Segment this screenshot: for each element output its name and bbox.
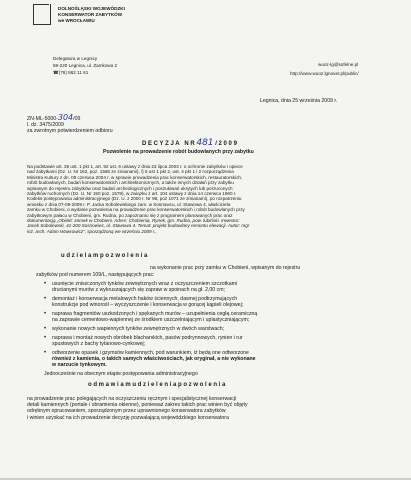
intro-line: wpisanym do rejestru zabytków oraz badań archeologicznych i poszukiwań ukrytych lub porzuconych xyxy=(27,185,233,191)
final-line: detali kamiennych (portale i obramienia okienne), ponieważ zakres takich prac winien być objęty xyxy=(27,402,248,409)
intro-line: wniosku z dnia 07-09-2009 r. P. Jacka Sobolewskiego zam. w Sosnowcu, ul. Stawowa 4, właściciela xyxy=(27,201,231,207)
intro-line: nad zabytkami (Dz. U. Nr 162, poz. 1568 ze zmianami), § 6 ust 1 pkt 2, ust. 4 pkt 1 i 2 rozporządzenia xyxy=(27,169,234,175)
final-line: i winien uzyskać na ich prowadzenie decyzję pozwalającą wojewódzkiego konserwatora xyxy=(27,414,229,421)
bullet-marker: • xyxy=(44,350,47,356)
bullet-marker: • xyxy=(44,311,47,317)
works-item-1 xyxy=(52,281,237,293)
works-item-6 xyxy=(52,350,256,369)
intro-line: Ministra Kultury z dn. 09 czerwca 2004 r. w sprawie prowadzenia prac konserwatorskich, restauratorskich, xyxy=(27,174,243,180)
works-item-2 xyxy=(52,296,243,308)
scope-line-1: na wykonanie prac przy zamku w Chobieni, wpisanym do rejestru xyxy=(150,265,301,271)
decision-subtitle: Pozwolenie na prowadzenie robót budowlanych przy zabytku xyxy=(103,149,254,155)
works-item-line: demontaż i konserwacja metalowych haków ściennych, dawnej podtrzymujących xyxy=(52,296,238,302)
bullet-marker: • xyxy=(44,281,47,287)
bullet-marker: • xyxy=(44,326,47,332)
reference-suffix: /09 xyxy=(73,116,81,122)
intro-line: robót budowlanych, badań konserwatorskich i architektonicznych, a także innych działań przy zabytku xyxy=(27,180,234,186)
legal-basis-paragraph xyxy=(27,164,387,234)
works-item-line: na zaprawie cementowo-wapiennej ze środkiem uszczelniającym i uplastyczniającym; xyxy=(52,317,250,324)
works-item-line: również z kamienia, o takich samych właściwościach, jak oryginał, a nie wykonane xyxy=(52,356,256,363)
intro-line: dokumentacją „Obiekt: zamek w Chobieni. Adres: Chobienia, Rynek, gm. Rudna, pow. lubiński. Inwestor: xyxy=(27,218,240,224)
delivery-note: za zwrotnym potwierdzeniem odbioru xyxy=(27,128,113,134)
institution-line-1: DOLNOŚLĄSKI WOJEWÓDZKI xyxy=(58,6,125,11)
works-item-line: naprawa fragmentów uszkodzonych i spękanych murów – uzupełnienia cegłą ceramiczną xyxy=(52,311,258,317)
intro-line: zabytków ruchomych (Dz. U. Nr 150 poz. 1579), w związku z art. 104 ustawy z dnia 14 czerwca 1960 r. xyxy=(27,191,237,197)
decision-title xyxy=(142,140,237,147)
website-address: http://www.wuoz.lgnover.pl/public/ xyxy=(290,71,359,76)
works-item-line: odtworzenie opasek i gzymsów kamiennych, pod warunkiem, iż będą one odtworzone xyxy=(52,350,249,356)
decision-title-prefix: D E C Y Z J A N R xyxy=(142,141,195,147)
works-item-line: drucianymi murów z wykruszających się zapraw w spoinach na gł. 2,00 cm; xyxy=(52,287,225,294)
works-item-line: usunięcie zniszczonych tynków zewnętrznych wraz z oczyszczeniem szczotkami xyxy=(52,281,238,287)
intro-line: Na podstawie art. 36 ust. 1 pkt 1, art. 92 ust. 6 ustawy z dnia 23 lipca 2003 r. o ochronie zabytków i opiece xyxy=(27,164,243,169)
works-item-5 xyxy=(52,335,243,347)
branch-line-3: ☎(76) 862 11 61 xyxy=(53,70,89,75)
intro-line: Jacek Sobolewski, 41-200 Sosnowiec, ul. Stawowa 4. Temat: projekt budowlany remontu elewacji. Autor: mgr xyxy=(27,223,250,229)
works-item-line: w narzucie tynkowym. xyxy=(52,362,107,369)
journal-number: l. dz. 3475/2009 xyxy=(27,122,64,128)
final-line: odrębnym opracowaniem, sporządzonym przez uprawnionego konserwatora zabytków xyxy=(27,408,226,415)
decision-number-handwritten: 481 xyxy=(196,138,214,148)
bullet-marker: • xyxy=(44,296,47,302)
intro-line: inż. arch. Adam Wawrowicz”, sporządzoną we wrześniu 2009 r., xyxy=(27,228,157,234)
works-item-3 xyxy=(52,311,257,323)
grant-heading: u d z i e l a m p o z w o l e n i a xyxy=(61,253,148,259)
refusal-heading: o d m a w i a m u d z i e l e n i a p o z w o l e n i a xyxy=(88,382,226,388)
final-line: na prowadzenie prac polegających na oczyszczeniu ręcznym i specjalistycznej konserwacji xyxy=(27,396,237,402)
refusal-paragraph xyxy=(27,396,387,421)
intro-line: zamku w Chobieni, o wydanie pozwolenia na prowadzenie prac konserwatorskich i robót budowlanych przy xyxy=(27,207,245,213)
decision-title-suffix: / 2 0 0 9 xyxy=(215,141,237,147)
email-address: wuoz-lg@sofelne.pl xyxy=(318,62,359,67)
reference-handwritten-number: 304 xyxy=(57,113,74,122)
institution-line-2: KONSERWATOR ZABYTKÓW xyxy=(58,12,123,17)
branch-line-2: 59-220 Legnica, ul. Zamkowa 2 xyxy=(53,63,118,68)
branch-line-1: Delegatura w Legnicy xyxy=(53,56,98,61)
intro-line: Kodeks postępowania administracyjnego (Dz. U. z 2000 r. Nr 98, poz 1071 ze zmianami), po rozpatrzeniu xyxy=(27,196,242,202)
bullet-marker: • xyxy=(44,335,47,341)
works-item-line: konstrukcje pod winorośl – wyczyszczenie i konserwacja w gorącej kąpieli olejowej; xyxy=(52,302,244,309)
institution-line-3: we WROCŁAWIU xyxy=(58,18,95,23)
crest-logo xyxy=(33,4,51,25)
reference-prefix: ZN-ML-5000- xyxy=(27,116,58,122)
works-item-line: spustowych z bachy tytanowo-cynkowej; xyxy=(52,341,146,348)
works-item-line: naprawa i montaż nowych obróbek blacharskich, pasów podrynnowych, rynien i rur xyxy=(52,335,243,341)
works-item-4 xyxy=(52,326,224,332)
works-item-line: wykonanie nowych wapiennych tynków zewnętrznych w dwóch warstwach; xyxy=(52,326,225,332)
scope-line-2: zabytków pod numerem 109/L, następujących prac: xyxy=(36,272,155,278)
intro-line: zabytkowym pałacu w Chobieni, gm. Rudna, po zapoznaniu się z programem planowanych prac oraz xyxy=(27,212,233,218)
place-date: Legnica, dnia 25 września 2009 r. xyxy=(260,98,338,104)
closing-line: Jednocześnie na obecnym etapie postępowania administracyjnego xyxy=(44,371,198,377)
